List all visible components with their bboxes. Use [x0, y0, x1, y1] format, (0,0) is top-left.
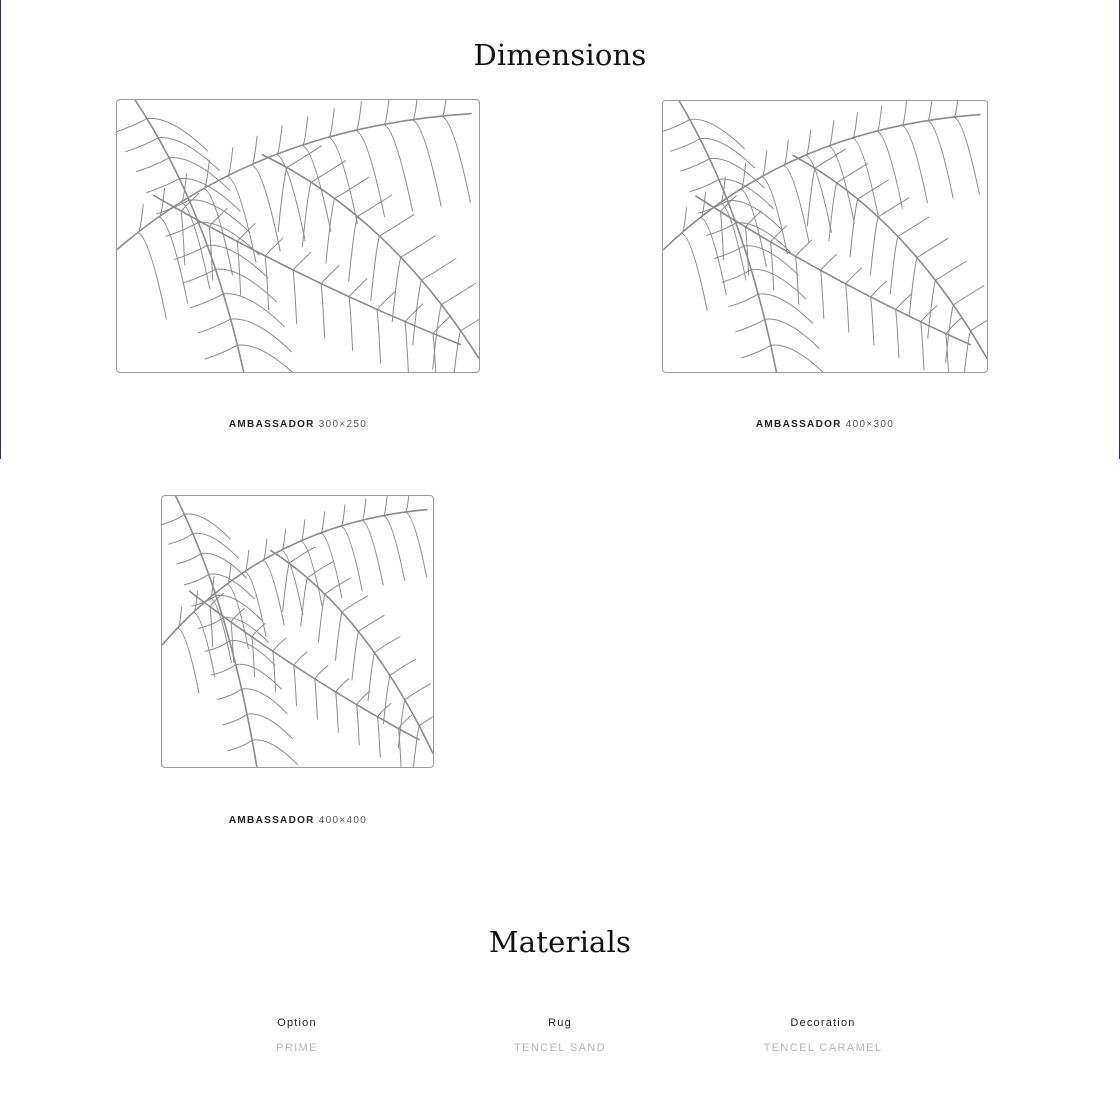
material-rug — [460, 1017, 660, 1054]
material-value: TENCEL SAND — [513, 1042, 606, 1054]
material-value: TENCEL CARAMEL — [763, 1042, 883, 1054]
rug-caption — [116, 815, 480, 826]
rug-caption — [116, 419, 480, 430]
material-label: Rug — [548, 1017, 572, 1029]
rug-size: 300×250 — [318, 419, 368, 430]
rug-size: 400×400 — [318, 815, 368, 826]
rug-image[interactable] — [662, 100, 988, 373]
rug-brand: AMBASSADOR — [755, 419, 842, 430]
rug-size: 400×300 — [845, 419, 895, 430]
material-decoration — [723, 1017, 923, 1054]
material-value: PRIME — [276, 1042, 318, 1054]
material-label: Decoration — [790, 1017, 856, 1029]
dimensions-title: Dimensions — [473, 38, 647, 72]
palm-leaf-pattern-image — [117, 100, 479, 372]
rug-image[interactable] — [116, 99, 480, 373]
palm-leaf-pattern-image — [162, 496, 433, 767]
rug-caption — [662, 419, 988, 430]
rug-brand: AMBASSADOR — [228, 419, 315, 430]
material-option — [197, 1017, 397, 1054]
rug-brand: AMBASSADOR — [228, 815, 315, 826]
material-label: Option — [277, 1017, 317, 1029]
materials-title: Materials — [488, 925, 632, 959]
rug-image[interactable] — [161, 495, 434, 768]
palm-leaf-pattern-image — [663, 101, 987, 372]
